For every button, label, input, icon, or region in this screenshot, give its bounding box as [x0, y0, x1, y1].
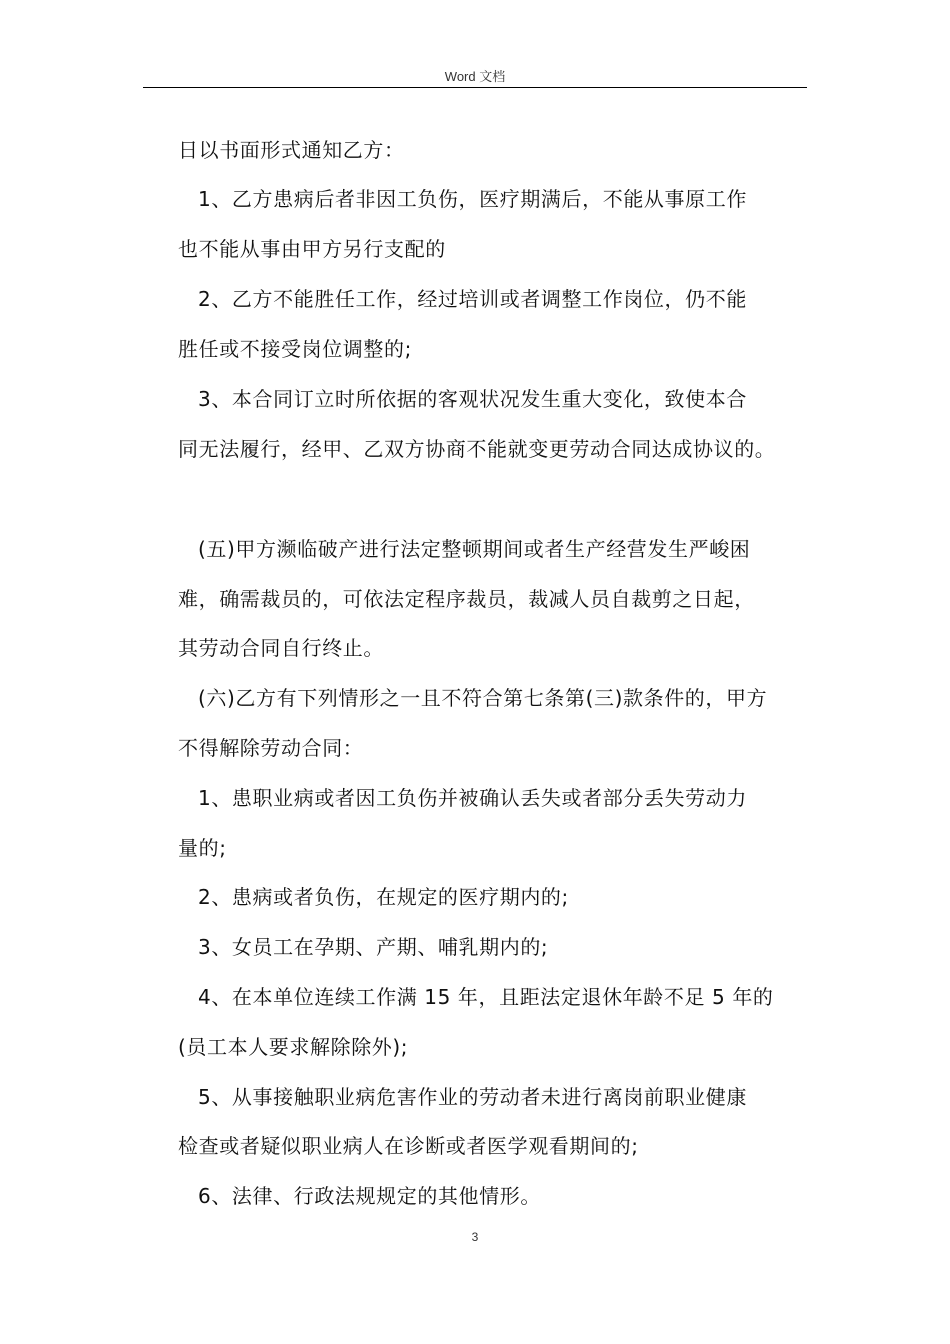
text-line: (员工本人要求解除除外);	[178, 1035, 409, 1059]
text-line: 同无法履行，经甲、乙双方协商不能就变更劳动合同达成协议的。	[178, 437, 776, 461]
text-line: 2、患病或者负伤，在规定的医疗期内的;	[198, 885, 569, 909]
text-line: (六)乙方有下列情形之一且不符合第七条第(三)款条件的，甲方	[198, 686, 768, 710]
text-line: 3、女员工在孕期、产期、哺乳期内的;	[198, 935, 549, 959]
text-line: 也不能从事由甲方另行支配的	[178, 237, 446, 261]
text-line: 4、在本单位连续工作满 15 年，且距法定退休年龄不足 5 年的	[198, 985, 774, 1009]
text-line: 1、乙方患病后者非因工负伤，医疗期满后，不能从事原工作	[198, 187, 747, 211]
text-line: 难，确需裁员的，可依法定程序裁员，裁减人员自裁剪之日起，	[178, 587, 755, 611]
text-line: 6、法律、行政法规规定的其他情形。	[198, 1184, 541, 1208]
text-line: 检查或者疑似职业病人在诊断或者医学观看期间的;	[178, 1134, 639, 1158]
text-line: 1、患职业病或者因工负伤并被确认丢失或者部分丢失劳动力	[198, 786, 747, 810]
text-line: 2、乙方不能胜任工作，经过培训或者调整工作岗位，仍不能	[198, 287, 747, 311]
page-number: 3	[471, 1230, 479, 1244]
text-line: 量的;	[178, 836, 227, 860]
document-header: Word 文档	[444, 69, 506, 84]
text-line: 3、本合同订立时所依据的客观状况发生重大变化，致使本合	[198, 387, 747, 411]
text-line: 日以书面形式通知乙方：	[178, 138, 405, 162]
text-line: 5、从事接触职业病危害作业的劳动者未进行离岗前职业健康	[198, 1085, 747, 1109]
text-line: 其劳动合同自行终止。	[178, 636, 384, 660]
text-line: 不得解除劳动合同：	[178, 736, 364, 760]
text-line: 胜任或不接受岗位调整的;	[178, 337, 412, 361]
text-line: (五)甲方濒临破产进行法定整顿期间或者生产经营发生严峻困	[198, 537, 751, 561]
header-divider	[143, 87, 807, 88]
